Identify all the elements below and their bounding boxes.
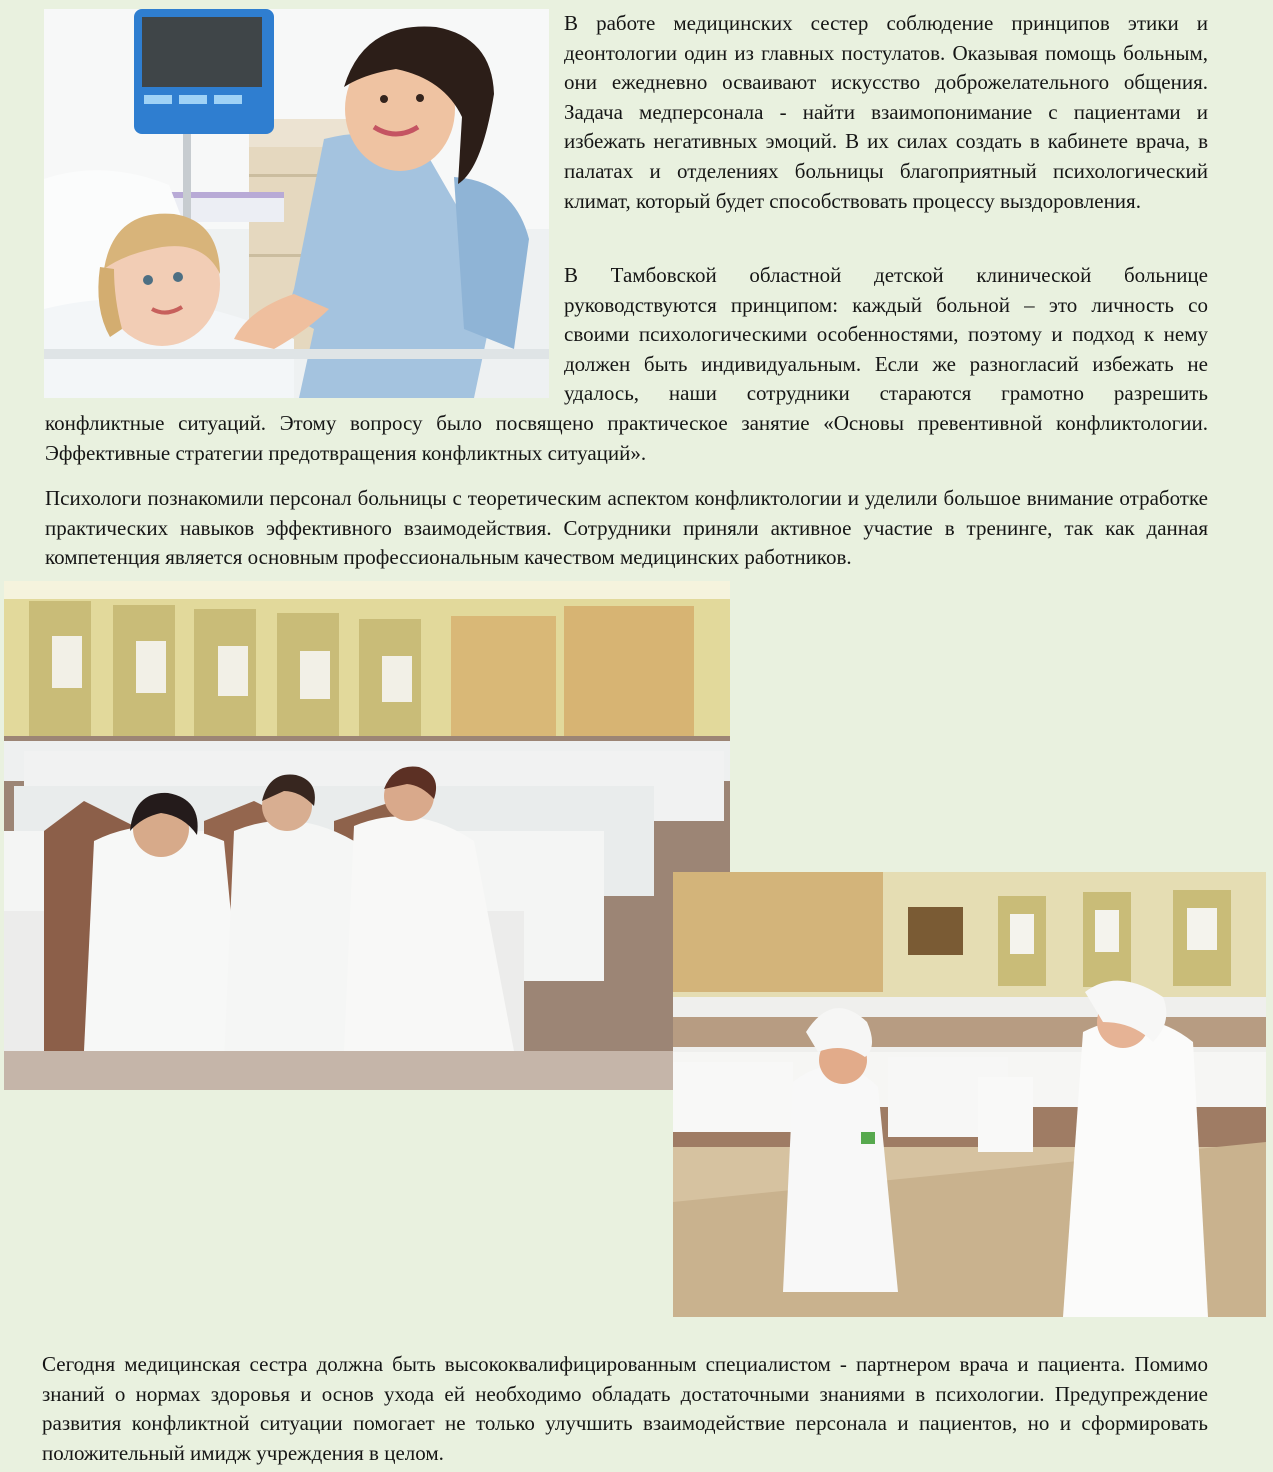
psychologists-paragraph	[45, 484, 1208, 573]
conclusion-text: Сегодня медицинская сестра должна быть высококвалифицированным специалистом - партнером врача и пациента. Помимо знаний о нормах здоровья и основ ухода ей необходимо обладать достаточными знаниями в психологии. Предупреждение развития конфликтной ситуации помогает не только улучшить взаимодействие персонала и пациентов, но и сформировать положительный имидж учреждения в целом.	[42, 1352, 1208, 1465]
intro-text: В работе медицинских сестер соблюдение принципов этики и деонтологии один из главных постулатов. Оказывая помощь больным, они ежедневно осваивают искусство доброжелательного общения. Задача медперсонала - найти взаимопонимание с пациентами и избежать негативных эмоций. В их силах создать в кабинете врача, в палатах и отделениях больницы благоприятный психологический климат, который будет способствовать процессу выздоровления.	[564, 11, 1208, 213]
psychologists-text: Психологи познакомили персонал больницы с теоретическим аспектом конфликтологии и уделили большое внимание отработке практических навыков эффективного взаимодействия. Сотрудники приняли активное участие в тренинге, так как данная компетенция является основным профессиональным качеством медицинских работников.	[45, 486, 1208, 570]
roleplay-photo	[673, 872, 1266, 1317]
principles-paragraph	[45, 261, 1208, 468]
seminar-audience-photo	[4, 581, 730, 1090]
intro-paragraph	[564, 9, 1208, 216]
conclusion-paragraph	[42, 1350, 1208, 1468]
principles-text: В Тамбовской областной детской клинической больнице руководствуются принципом: каждый больной – это личность со своими психологическими особенностями, поэтому и подход к нему должен быть индивидуальным. Если же разногласий избежать не удалось, наши сотрудники стараются грамотно разрешить конфликтные ситуаций. Этому вопросу было посвящено практическое занятие «Основы превентивной конфликтологии. Эффективные стратегии предотвращения конфликтных ситуаций».	[45, 263, 1208, 465]
